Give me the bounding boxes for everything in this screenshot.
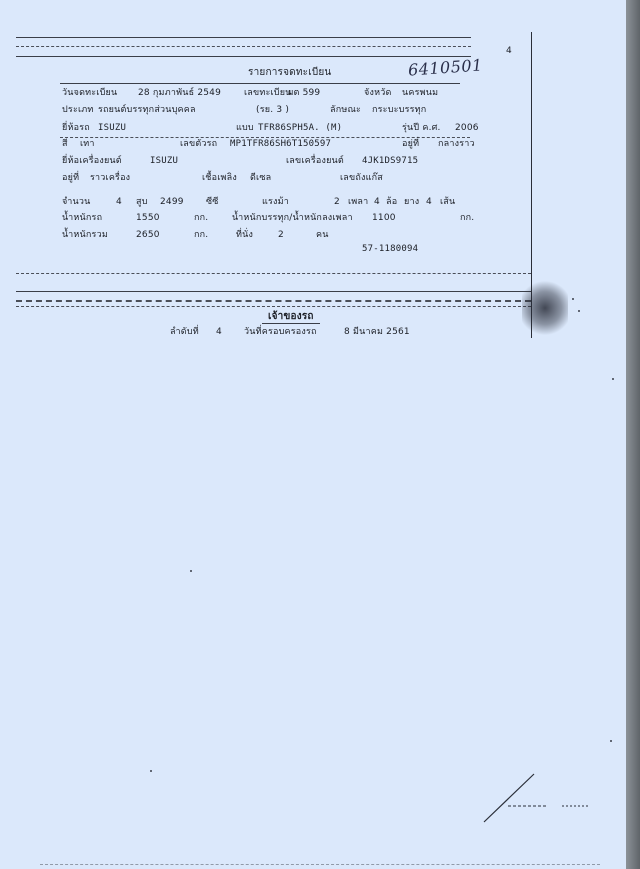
wheel-value: 4 <box>374 197 380 207</box>
load-value: 1100 <box>372 213 396 223</box>
lower-rule-1 <box>16 273 531 274</box>
fuel-label: เชื้อเพลิง <box>202 173 237 183</box>
year-value: 2006 <box>455 123 479 133</box>
model-label: แบบ <box>236 123 254 133</box>
engine-no-value: 4JK1DS9715 <box>362 156 419 166</box>
bottom-edge-rule <box>40 864 600 865</box>
color-label: สี <box>62 139 68 149</box>
seat-unit: คน <box>316 230 329 240</box>
top-rule-2 <box>16 46 471 47</box>
total-weight-label: น้ำหนักรวม <box>62 230 108 240</box>
scan-speck <box>190 570 192 572</box>
tire-unit: เส้น <box>440 197 456 207</box>
owner-section-title: เจ้าของรถ <box>268 311 314 322</box>
type-label: ประเภท <box>62 105 94 115</box>
weight-label: น้ำหนักรถ <box>62 213 103 223</box>
row4-location-label: อยู่ที่ <box>402 139 420 149</box>
title-rule <box>60 83 460 84</box>
load-unit: กก. <box>460 213 475 223</box>
year-label: รุ่นปี ค.ศ. <box>402 123 441 133</box>
row6-location-value: ราวเครื่อง <box>90 173 131 183</box>
weight-value: 1550 <box>136 213 160 223</box>
total-weight-value: 2650 <box>136 230 160 240</box>
reference-code: 57-1180094 <box>362 244 419 254</box>
plate-label: เลขทะเบียน <box>244 88 292 98</box>
top-rule-3 <box>16 56 471 57</box>
owner-title-rule <box>262 323 320 324</box>
row4-location-value: กลางราว <box>438 139 475 149</box>
power-label: แรงม้า <box>262 197 290 207</box>
scan-speck <box>572 298 574 300</box>
possession-date-label: วันที่ครอบครองรถ <box>244 327 317 337</box>
lower-rule-2 <box>16 291 531 292</box>
cylinder-label: สูบ <box>136 197 148 207</box>
lower-rule-3 <box>16 300 531 302</box>
seat-value: 2 <box>278 230 284 240</box>
row3-rule <box>60 137 470 138</box>
top-rule-1 <box>16 37 471 38</box>
plate-value: ผต 599 <box>288 88 321 98</box>
scan-smudge <box>522 280 568 336</box>
owner-order-label: ลำดับที่ <box>170 327 199 337</box>
province-value: นครพนม <box>402 88 439 98</box>
total-weight-unit: กก. <box>194 230 209 240</box>
handwritten-number: 6410501 <box>407 55 484 80</box>
possession-date-value: 8 มีนาคม 2561 <box>344 327 410 337</box>
reg-date-value: 28 กุมภาพันธ์ 2549 <box>138 88 222 98</box>
document-title: รายการจดทะเบียน <box>248 67 332 78</box>
brand-label: ยี่ห้อรถ <box>62 123 90 133</box>
engine-no-label: เลขเครื่องยนต์ <box>286 156 344 166</box>
style-value: กระบะบรรทุก <box>372 105 427 115</box>
load-label: น้ำหนักบรรทุก/น้ำหนักลงเพลา <box>232 213 353 223</box>
axle-label: เพลา <box>348 197 369 207</box>
fuel-value: ดีเซล <box>250 173 272 183</box>
weight-unit: กก. <box>194 213 209 223</box>
scan-speck <box>578 310 580 312</box>
brand-value: ISUZU <box>98 123 127 133</box>
style-label: ลักษณะ <box>330 105 362 115</box>
wheel-label: ล้อ <box>386 197 398 207</box>
row6-location-label: อยู่ที่ <box>62 173 80 183</box>
scan-speck <box>610 740 612 742</box>
reg-date-label: วันจดทะเบียน <box>62 88 118 98</box>
vin-label: เลขตัวรถ <box>180 139 218 149</box>
scan-speck <box>150 770 152 772</box>
engine-brand-label: ยี่ห้อเครื่องยนต์ <box>62 156 122 166</box>
model-value: TFR86SPH5A. (M) <box>258 123 343 133</box>
tire-value: 4 <box>426 197 432 207</box>
gas-tank-label: เลขถังแก๊ส <box>340 173 383 183</box>
lower-rule-4 <box>16 306 531 307</box>
scan-speck <box>612 378 614 380</box>
tire-label: ยาง <box>404 197 420 207</box>
axle-value: 2 <box>334 197 340 207</box>
engine-brand-value: ISUZU <box>150 156 179 166</box>
owner-order-value: 4 <box>216 327 222 337</box>
type-value: รถยนต์บรรทุกส่วนบุคคล <box>98 105 196 115</box>
count-label: จำนวน <box>62 197 91 207</box>
scanner-edge-shadow <box>626 0 640 869</box>
type-code: (รย. 3 ) <box>256 105 290 115</box>
page-number: 4 <box>506 46 512 56</box>
vin-value: MP1TFR86SH6T150597 <box>230 139 332 149</box>
cc-value: 2499 <box>160 197 184 207</box>
color-value: เทา <box>80 139 95 149</box>
count-value: 4 <box>116 197 122 207</box>
signature-mark <box>478 770 598 830</box>
province-label: จังหวัด <box>364 88 392 98</box>
cc-label: ซีซี <box>206 197 219 207</box>
seat-label: ที่นั่ง <box>236 230 254 240</box>
